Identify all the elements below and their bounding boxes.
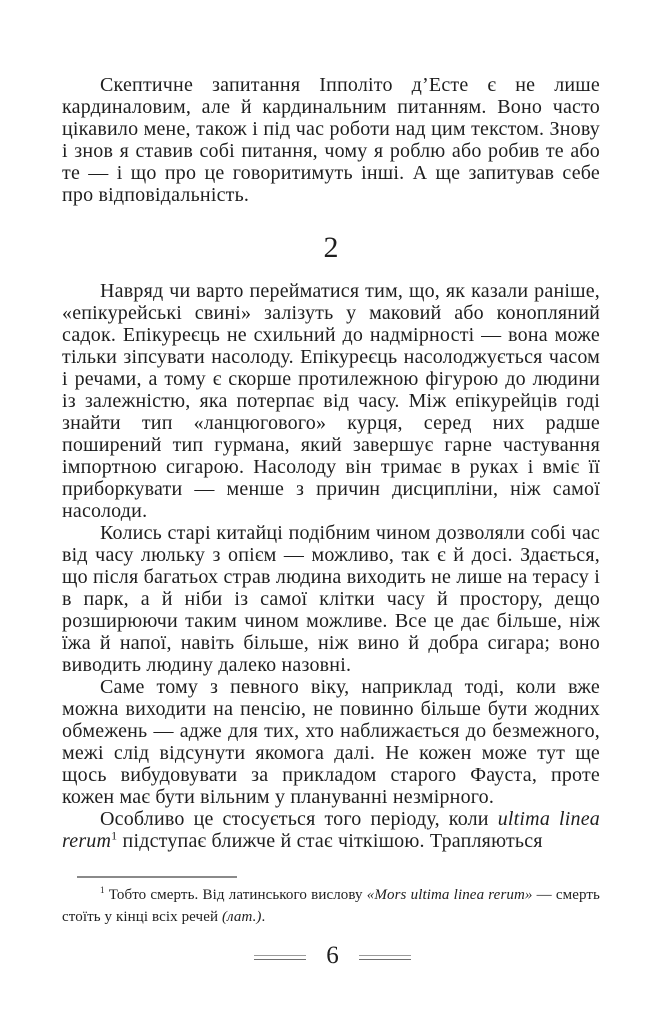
paragraph-1: Скептичне запитання Іпполіто д’Есте є не лише кардиналовим, але й кардинальним питанням. Воно часто цікавило мене, також і під час роботи над цим текстом. Знову і знов я ставив собі питання, чому я роблю або робив те або те — і що про це говоритимуть інші. А ще запитував себе про відповідальність. (62, 74, 600, 206)
chapter-section-number: 2 (323, 231, 339, 264)
paragraph-3: Колись старі китайці подібним чином дозволяли собі час від часу люльку з опієм — можливо, так є й досі. Здається, що після багатьох страв людина виходить не лише на терасу і в парк, а й ніби із самої клітки часу й простору, дещо розширюючи таким чином можливе. Все це дає більше, ніж їжа й напої, навіть більше, ніж вино й добра сигара; воно виводить людину далеко назовні. (62, 522, 600, 676)
paragraph-2: Навряд чи варто перейматися тим, що, як казали раніше, «епікурейські свині» залізуть у маковий або конопляний садок. Епікуреєць не схильний до надмірності — вона може тільки зіпсувати насолоду. Епікуреєць насолоджується часом і речами, а тому є скорше протилежною фігурою до людини із залежністю, яка потерпає від часу. Між епікурейців годі знайти тип «ланцюгового» курця, серед них радше поширений тип гурмана, який завершує гарне частування імпортною сигарою. Насолоду він тримає в руках і вміє її приборкувати — менше з причин дисципліни, ніж самої насолоди. (62, 280, 600, 522)
italic-text-run: ultima linea rerum (62, 808, 600, 852)
footnote-marker-superscript: 1 (100, 885, 105, 895)
footnote-text (62, 885, 600, 928)
italic-text-run: «Mors ultima linea rerum» (366, 887, 533, 903)
page-footer (0, 943, 665, 968)
text-run: — смерть стоїть у кінці всіх речей (62, 887, 600, 925)
text-run: підступає ближче й стає чіткішою. Трапляються (117, 830, 543, 852)
paragraph-4: Саме тому з певного віку, наприклад тоді, коли вже можна виходити на пенсію, не повинно більше бути жодних обмежень — адже для тих, хто наближається до безмежного, межі слід відсунути якомога далі. Не кожен може тут ще щось вибудовувати за прикладом старого Фауста, проте кожен має бути вільним у плануванні незмірного. (62, 676, 600, 808)
text-run: . (261, 908, 266, 925)
text-run: Особливо це стосується того періоду, коли (100, 808, 498, 830)
page-text-block (62, 74, 600, 852)
italic-text-run: (лат.) (221, 908, 262, 925)
page-number: 6 (326, 942, 339, 969)
paragraph-5 (62, 808, 600, 852)
footnote-ref-superscript: 1 (111, 828, 118, 843)
text-run: Тобто смерть. Від латинського вислову (104, 887, 367, 903)
footnote-area (62, 866, 600, 928)
footnote-separator-rule (77, 876, 237, 878)
footer-ornament-left (254, 955, 306, 960)
footer-ornament-right (359, 955, 411, 960)
